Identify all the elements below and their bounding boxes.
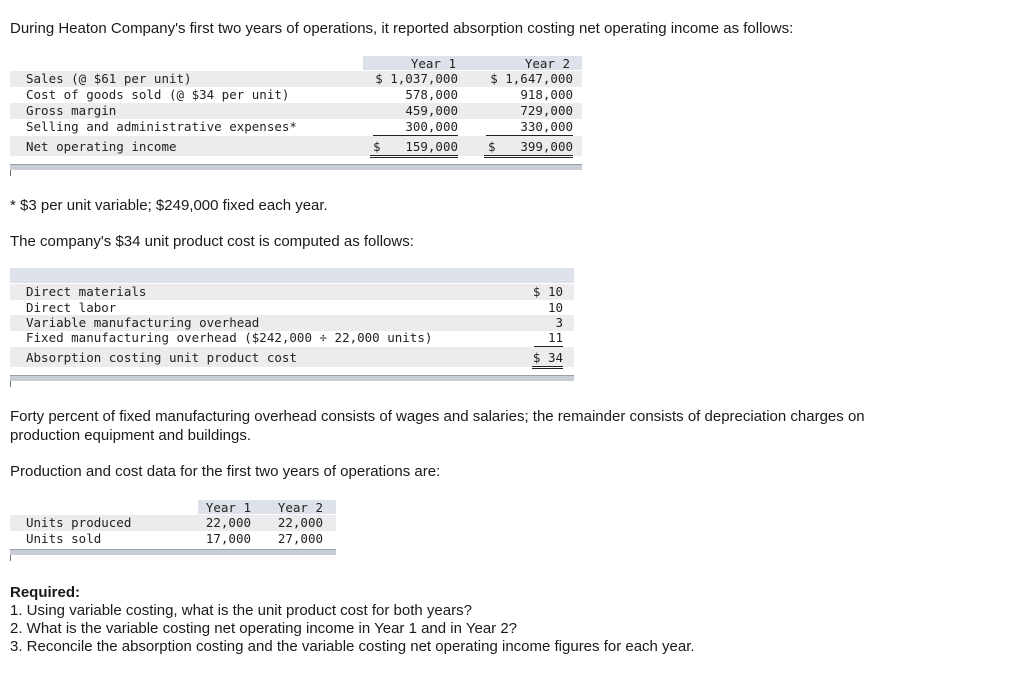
required-title-text: Required: [10, 584, 81, 601]
income-row-y1-currency: $ [373, 139, 381, 154]
cost-row-value: $ 34 [532, 350, 563, 369]
income-row-y1: 300,000 [373, 119, 458, 136]
income-row-y2: 399,000 [484, 139, 573, 158]
income-row-y1: 159,000 [370, 139, 458, 158]
cost-row-value: 10 [547, 300, 563, 315]
income-row-y2-currency: $ [488, 139, 496, 154]
income-statement-table [10, 56, 582, 176]
cost-row-value: 3 [555, 315, 563, 330]
production-row-label: Units sold [26, 531, 102, 546]
production-table-tick [10, 555, 11, 561]
table-row [10, 300, 574, 316]
production-header-year1: Year 1 [205, 500, 251, 515]
overhead-note-line1: Forty percent of fixed manufacturing overhead consists of wages and salaries; the remainder consists of depreciation charges on [10, 408, 865, 425]
table-row [10, 515, 336, 531]
income-row-label: Gross margin [26, 103, 117, 118]
production-table [10, 500, 336, 550]
income-row-y2: 330,000 [486, 119, 573, 136]
production-table-bottom-bar [10, 549, 336, 555]
income-row-label: Sales (@ $61 per unit) [26, 71, 192, 86]
table-row [10, 136, 582, 156]
required-item-1: 1. Using variable costing, what is the unit product cost for both years? [10, 602, 472, 619]
income-row-y2: 918,000 [486, 87, 573, 104]
production-row-y1: 17,000 [205, 531, 251, 546]
income-row-y2: $ 1,647,000 [490, 71, 573, 86]
cost-row-label: Direct labor [26, 300, 117, 315]
overhead-note-line2: production equipment and buildings. [10, 427, 252, 444]
cost-row-label: Absorption costing unit product cost [26, 350, 297, 365]
table-row [10, 315, 574, 331]
income-row-y1: $ 1,037,000 [375, 71, 458, 86]
required-item-3: 3. Reconcile the absorption costing and the variable costing net operating income figures for each year. [10, 638, 695, 655]
income-row-y1: 459,000 [405, 103, 458, 118]
table-row [10, 347, 574, 367]
unit-cost-table [10, 268, 574, 378]
unit-cost-table-bottom-bar [10, 375, 574, 381]
table-row [10, 87, 582, 103]
income-table-tick [10, 170, 11, 176]
production-row-y2: 22,000 [277, 515, 323, 530]
income-table-bottom-bar [10, 164, 582, 170]
table-row [10, 71, 582, 87]
income-row-y1: 578,000 [373, 87, 458, 104]
unit-cost-intro: The company's $34 unit product cost is computed as follows: [10, 233, 414, 250]
income-row-label: Selling and administrative expenses* [26, 119, 297, 134]
income-row-y2: 729,000 [520, 103, 573, 118]
production-row-label: Units produced [26, 515, 132, 530]
table-row [10, 284, 574, 300]
table-row [10, 119, 582, 135]
table-row [10, 330, 574, 346]
required-title [10, 583, 80, 602]
cost-row-value: 11 [534, 330, 563, 347]
unit-cost-table-tick [10, 381, 11, 387]
income-header-year1: Year 1 [410, 56, 456, 71]
table-row [10, 103, 582, 119]
cost-row-label: Direct materials [26, 284, 147, 299]
production-header-year2: Year 2 [277, 500, 323, 515]
production-intro: Production and cost data for the first two years of operations are: [10, 463, 441, 480]
cost-row-label: Variable manufacturing overhead [26, 315, 260, 330]
production-row-y1: 22,000 [205, 515, 251, 530]
income-row-label: Cost of goods sold (@ $34 per unit) [26, 87, 290, 102]
required-item-2: 2. What is the variable costing net operating income in Year 1 and in Year 2? [10, 620, 518, 637]
production-row-y2: 27,000 [277, 531, 323, 546]
cost-row-label: Fixed manufacturing overhead ($242,000 ÷ 22,000 units) [26, 330, 433, 345]
cost-row-value: $ 10 [532, 284, 563, 299]
income-row-label: Net operating income [26, 139, 177, 154]
footnote-text: * $3 per unit variable; $249,000 fixed each year. [10, 197, 328, 214]
table-row [10, 531, 336, 547]
income-header-year2: Year 2 [524, 56, 570, 71]
unit-cost-header-band [10, 268, 574, 283]
intro-text: During Heaton Company's first two years of operations, it reported absorption costing net operating income as follows: [10, 20, 794, 37]
